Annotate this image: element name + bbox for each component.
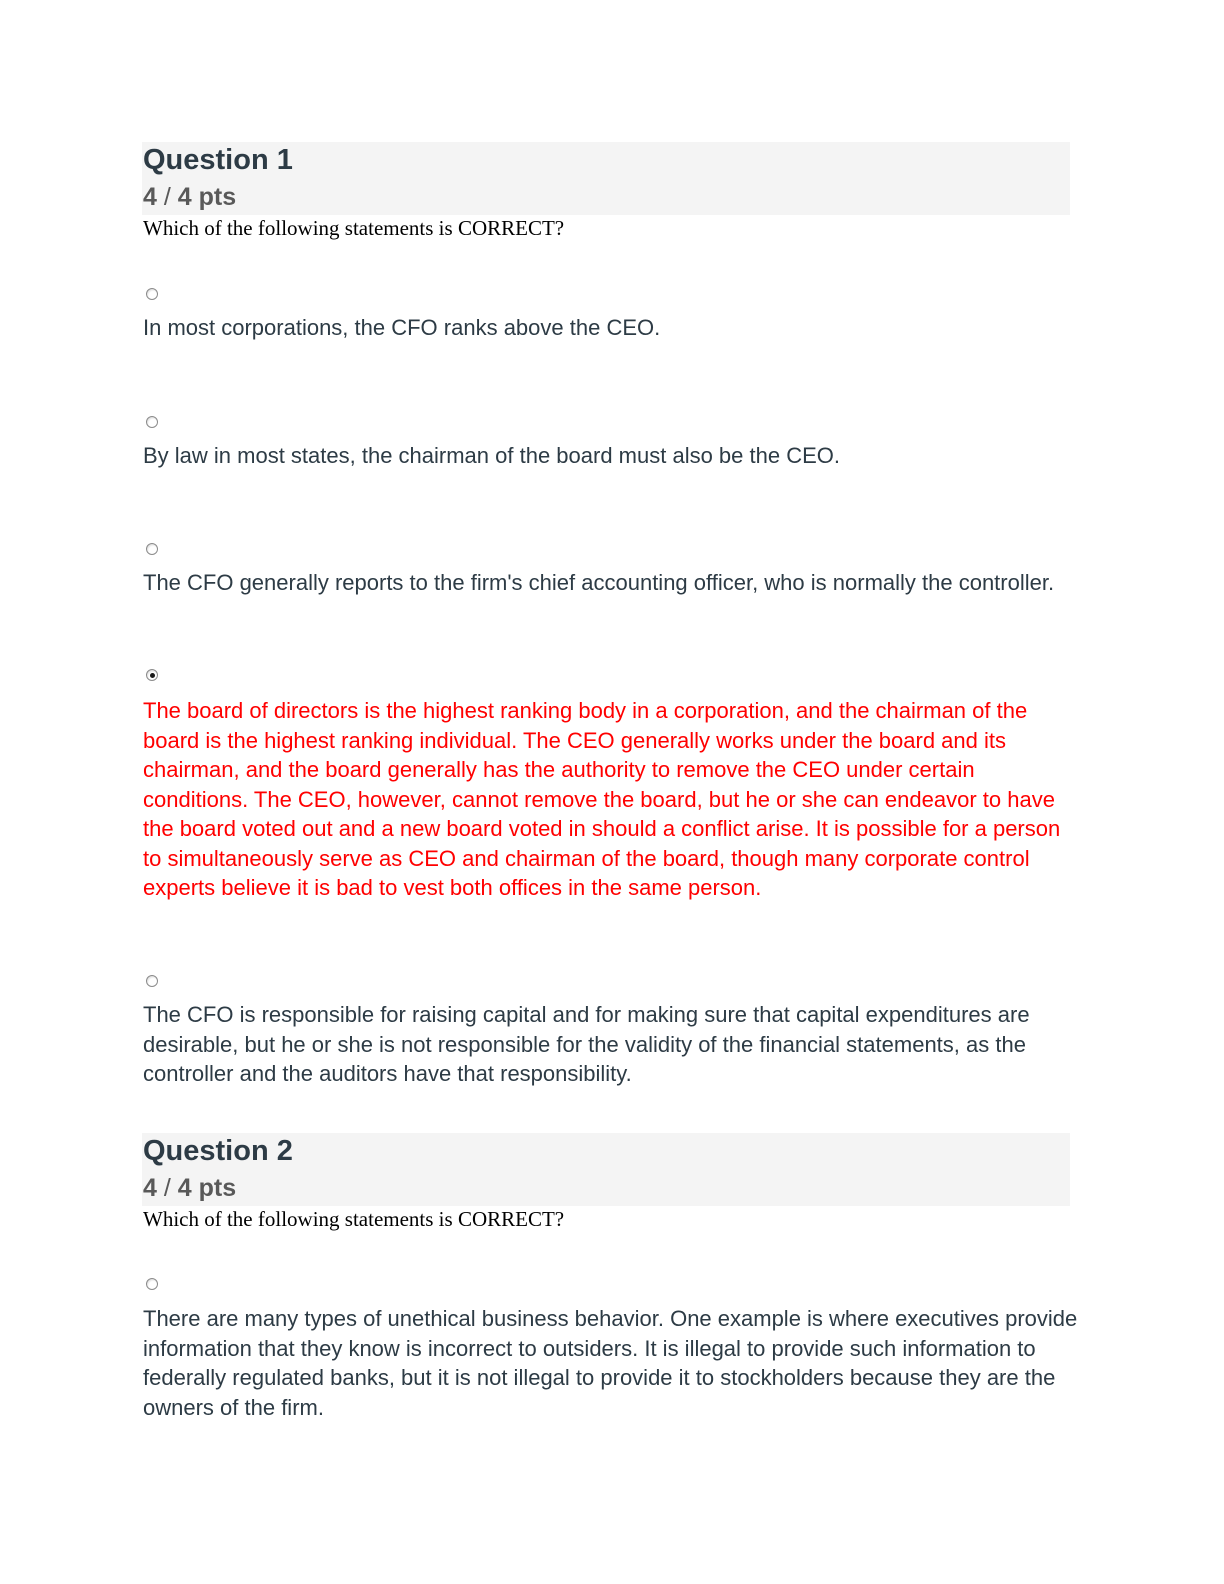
question-1-header: [142, 142, 1070, 215]
answer-radio[interactable]: [146, 288, 158, 300]
question-2-title: Question 2: [143, 1135, 293, 1167]
answer-radio[interactable]: [146, 1278, 158, 1290]
question-2-possible: 4 pts: [177, 1174, 237, 1202]
question-1-score: 4: [143, 183, 157, 211]
answer-option[interactable]: The CFO generally reports to the firm's chief accounting officer, who is normally the controller.: [143, 570, 1055, 595]
question-1-title: Question 1: [143, 144, 293, 176]
points-separator: /: [163, 183, 171, 211]
question-1-points: [143, 182, 236, 212]
question-1-possible: 4 pts: [177, 183, 237, 211]
points-separator: /: [163, 1174, 171, 1202]
answer-option[interactable]: In most corporations, the CFO ranks above the CEO.: [143, 315, 661, 340]
question-2-score: 4: [143, 1174, 157, 1202]
answer-radio[interactable]: [146, 543, 158, 555]
question-2-prompt: Which of the following statements is CORRECT?: [143, 1207, 565, 1231]
answer-radio-selected[interactable]: [146, 669, 158, 681]
question-2-header: [142, 1133, 1070, 1206]
answer-radio[interactable]: [146, 975, 158, 987]
answer-option[interactable]: By law in most states, the chairman of the board must also be the CEO.: [143, 443, 840, 468]
answer-option[interactable]: There are many types of unethical business behavior. One example is where executives provide information that they know is incorrect to outsiders. It is illegal to provide such information to federally regulated banks, but it is not illegal to provide it to stockholders because they are the owners of the firm.: [143, 1306, 1078, 1420]
answer-radio[interactable]: [146, 416, 158, 428]
answer-option[interactable]: The CFO is responsible for raising capital and for making sure that capital expenditures are desirable, but he or she is not responsible for the validity of the financial statements, as the controller and the auditors have that responsibility.: [143, 1002, 1030, 1086]
answer-option-selected[interactable]: The board of directors is the highest ranking body in a corporation, and the chairman of the board is the highest ranking individual. The CEO generally works under the board and its chairman, and the board generally has the authority to remove the CEO under certain conditions. The CEO, however, cannot remove the board, but he or she can endeavor to have the board voted out and a new board voted in should a conflict arise. It is possible for a person to simultaneously serve as CEO and chairman of the board, though many corporate control experts believe it is bad to vest both offices in the same person.: [143, 698, 1061, 900]
question-1-prompt: Which of the following statements is CORRECT?: [143, 216, 565, 240]
question-2-points: [143, 1173, 236, 1203]
